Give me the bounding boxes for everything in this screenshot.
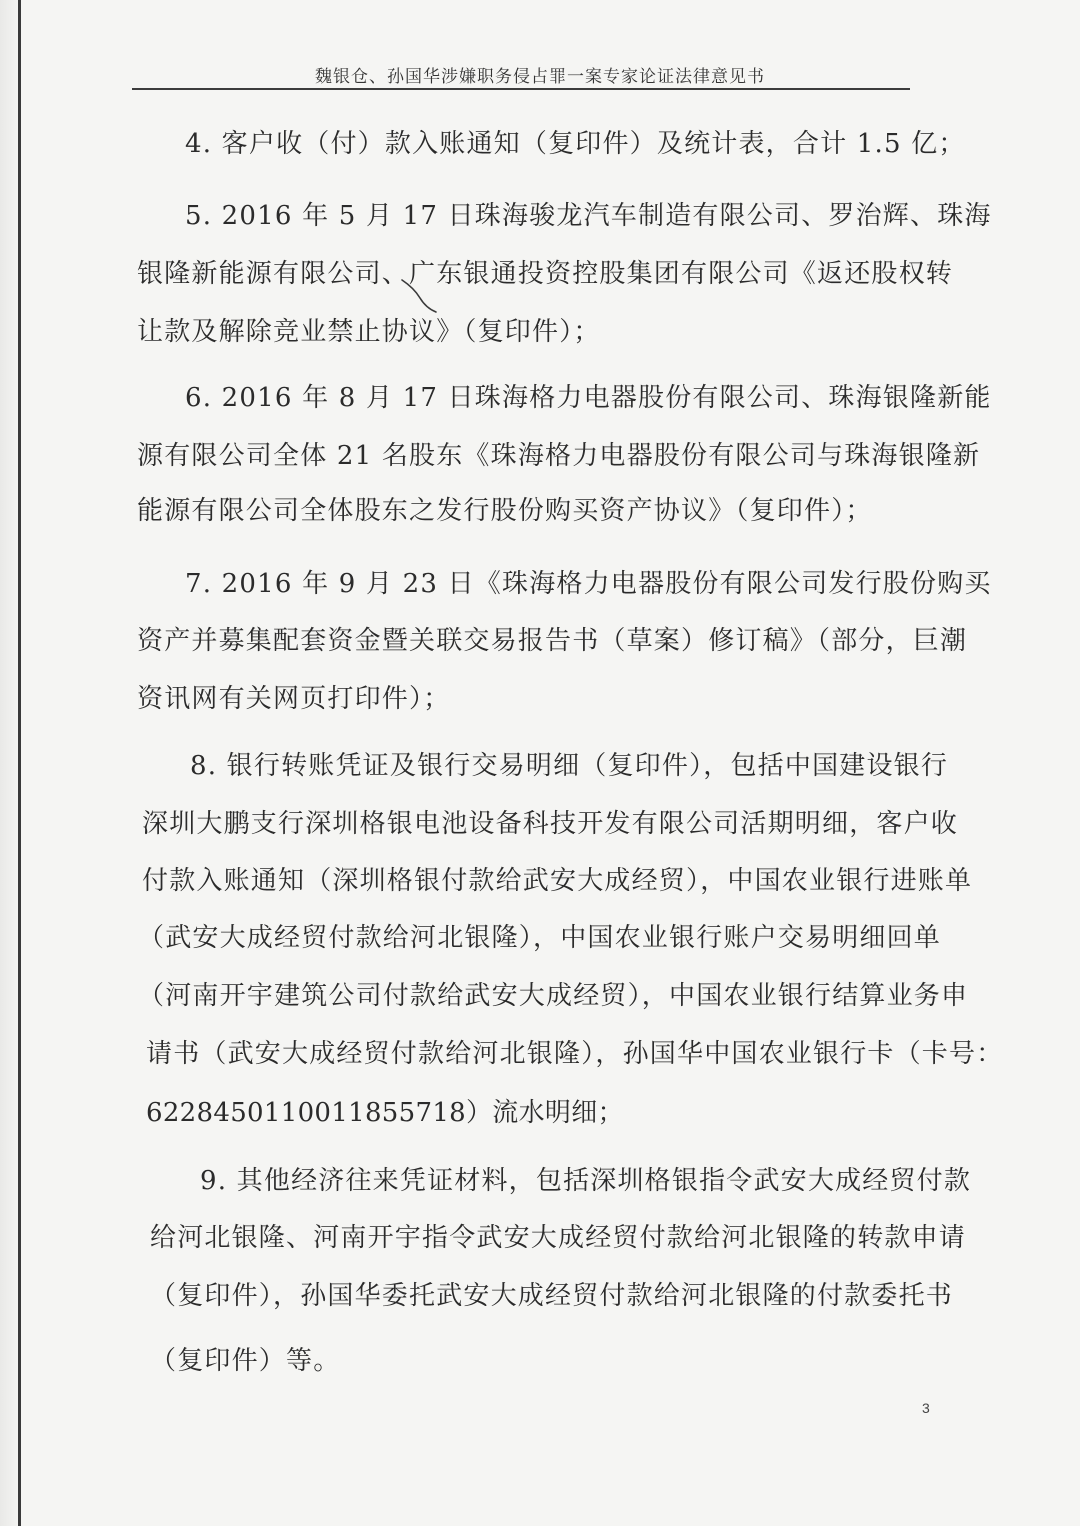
body-line: 8. 银行转账凭证及银行交易明细（复印件），包括中国建设银行 — [190, 751, 949, 781]
body-line: 让款及解除竞业禁止协议》（复印件）； — [137, 317, 601, 347]
body-line: （河南开宇建筑公司付款给武安大成经贸），中国农业银行结算业务申 — [138, 981, 969, 1011]
body-line: 5. 2016 年 5 月 17 日珠海骏龙汽车制造有限公司、罗治辉、珠海 — [185, 201, 992, 231]
body-line: 资产并募集配套资金暨关联交易报告书（草案）修订稿》（部分，巨潮 — [137, 626, 968, 656]
pen-stroke-mark — [398, 276, 448, 316]
body-line: 资讯网有关网页打印件）； — [137, 684, 451, 714]
body-line: 给河北银隆、河南开宇指令武安大成经贸付款给河北银隆的转款申请 — [150, 1223, 967, 1253]
header-rule — [132, 88, 910, 90]
body-line: 9. 其他经济往来凭证材料，包括深圳格银指令武安大成经贸付款 — [200, 1166, 972, 1196]
body-line: 源有限公司全体 21 名股东《珠海格力电器股份有限公司与珠海银隆新 — [137, 441, 981, 471]
body-line: 银隆新能源有限公司、广东银通投资控股集团有限公司《返还股权转 — [137, 259, 954, 289]
body-line: 6. 2016 年 8 月 17 日珠海格力电器股份有限公司、珠海银隆新能 — [185, 383, 992, 413]
body-line: （复印件），孙国华委托武安大成经贸付款给河北银隆的付款委托书 — [150, 1281, 954, 1311]
body-line: （武安大成经贸付款给河北银隆），中国农业银行账户交易明细回单 — [138, 923, 942, 953]
body-line: 6228450110011855718）流水明细； — [146, 1098, 624, 1128]
page-number: 3 — [922, 1400, 930, 1416]
running-header: 魏银仓、孙国华涉嫌职务侵占罪一案专家论证法律意见书 — [315, 67, 765, 87]
body-line: 深圳大鹏支行深圳格银电池设备科技开发有限公司活期明细，客户收 — [142, 809, 959, 839]
body-line: 7. 2016 年 9 月 23 日《珠海格力电器股份有限公司发行股份购买 — [185, 569, 992, 599]
scan-edge-shadow — [0, 0, 18, 1526]
body-line: 能源有限公司全体股东之发行股份购买资产协议》（复印件）； — [137, 496, 873, 526]
body-line: 请书（武安大成经贸付款给河北银隆），孙国华中国农业银行卡（卡号： — [146, 1039, 1004, 1069]
body-line: 4. 客户收（付）款入账通知（复印件）及统计表，合计 1.5 亿； — [185, 129, 966, 159]
body-line: 付款入账通知（深圳格银付款给武安大成经贸），中国农业银行进账单 — [142, 866, 973, 896]
scan-left-border — [18, 0, 21, 1526]
body-line: （复印件）等。 — [150, 1346, 341, 1376]
